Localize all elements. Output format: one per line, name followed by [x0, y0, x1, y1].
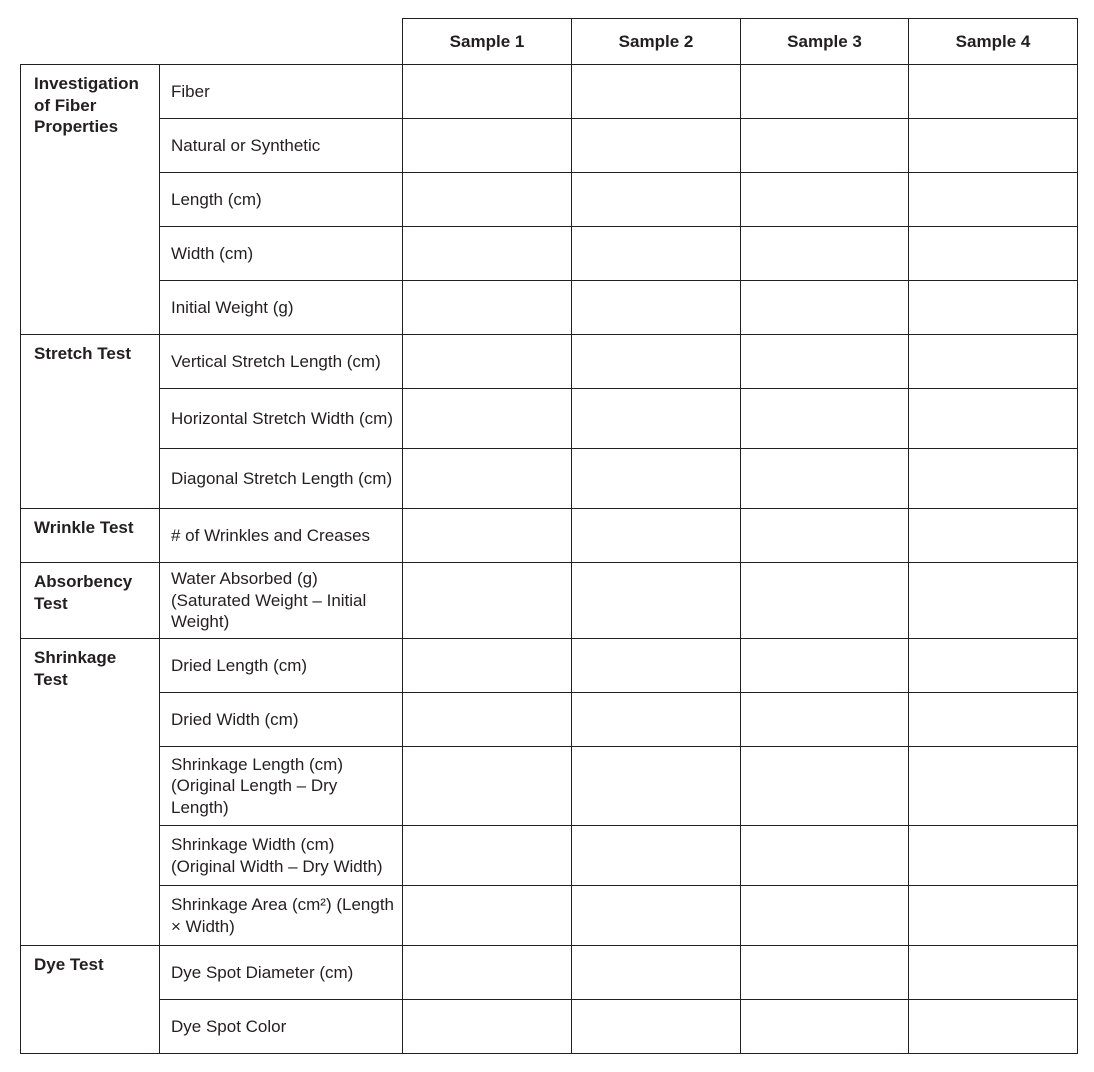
data-cell[interactable] — [741, 389, 909, 449]
data-cell[interactable] — [741, 563, 909, 639]
table-row — [21, 747, 1078, 826]
data-cell[interactable] — [741, 227, 909, 281]
sample-1-header: Sample 1 — [403, 19, 572, 65]
data-cell[interactable] — [572, 335, 741, 389]
data-cell[interactable] — [403, 693, 572, 747]
data-cell[interactable] — [909, 639, 1078, 693]
row-label-natural-or-synthetic: Natural or Synthetic — [160, 119, 403, 173]
data-cell[interactable] — [741, 173, 909, 227]
data-cell[interactable] — [909, 389, 1078, 449]
row-label-fiber: Fiber — [160, 65, 403, 119]
row-label-dried-length: Dried Length (cm) — [160, 639, 403, 693]
row-label-dried-width: Dried Width (cm) — [160, 693, 403, 747]
sample-2-header: Sample 2 — [572, 19, 741, 65]
data-cell[interactable] — [403, 389, 572, 449]
data-cell[interactable] — [403, 65, 572, 119]
table-row — [21, 449, 1078, 509]
table-row — [21, 509, 1078, 563]
data-cell[interactable] — [741, 1000, 909, 1054]
row-label-diagonal-stretch: Diagonal Stretch Length (cm) — [160, 449, 403, 509]
data-cell[interactable] — [403, 281, 572, 335]
data-cell[interactable] — [909, 227, 1078, 281]
blank-corner — [21, 19, 403, 65]
data-cell[interactable] — [909, 693, 1078, 747]
row-label-vertical-stretch: Vertical Stretch Length (cm) — [160, 335, 403, 389]
fiber-test-data-table — [20, 18, 1078, 1054]
data-cell[interactable] — [403, 509, 572, 563]
row-label-shrinkage-width: Shrinkage Width (cm) (Original Width – Dry Width) — [160, 826, 403, 886]
data-cell[interactable] — [572, 563, 741, 639]
table-row — [21, 886, 1078, 946]
data-cell[interactable] — [572, 886, 741, 946]
data-cell[interactable] — [572, 826, 741, 886]
table-row — [21, 639, 1078, 693]
group-dye-test: Dye Test — [21, 946, 160, 1054]
data-cell[interactable] — [741, 335, 909, 389]
data-cell[interactable] — [741, 281, 909, 335]
data-cell[interactable] — [403, 747, 572, 826]
data-cell[interactable] — [572, 693, 741, 747]
data-cell[interactable] — [741, 946, 909, 1000]
table-row — [21, 65, 1078, 119]
data-cell[interactable] — [403, 119, 572, 173]
data-cell[interactable] — [572, 389, 741, 449]
data-cell[interactable] — [403, 826, 572, 886]
data-cell[interactable] — [403, 639, 572, 693]
data-cell[interactable] — [403, 563, 572, 639]
data-cell[interactable] — [403, 1000, 572, 1054]
data-cell[interactable] — [403, 449, 572, 509]
row-label-wrinkles: # of Wrinkles and Creases — [160, 509, 403, 563]
data-cell[interactable] — [403, 946, 572, 1000]
data-cell[interactable] — [572, 227, 741, 281]
row-label-water-absorbed: Water Absorbed (g) (Saturated Weight – Initial Weight) — [160, 563, 403, 639]
group-absorbency-test: Absorbency Test — [21, 563, 160, 639]
data-cell[interactable] — [909, 173, 1078, 227]
data-cell[interactable] — [909, 886, 1078, 946]
data-cell[interactable] — [403, 173, 572, 227]
data-cell[interactable] — [572, 747, 741, 826]
data-cell[interactable] — [572, 509, 741, 563]
data-cell[interactable] — [572, 173, 741, 227]
data-cell[interactable] — [909, 449, 1078, 509]
data-cell[interactable] — [909, 826, 1078, 886]
data-cell[interactable] — [572, 1000, 741, 1054]
row-label-dye-spot-color: Dye Spot Color — [160, 1000, 403, 1054]
sample-3-header: Sample 3 — [741, 19, 909, 65]
data-cell[interactable] — [572, 639, 741, 693]
table-row — [21, 1000, 1078, 1054]
group-wrinkle-test: Wrinkle Test — [21, 509, 160, 563]
data-cell[interactable] — [741, 119, 909, 173]
table-row — [21, 946, 1078, 1000]
data-cell[interactable] — [403, 886, 572, 946]
data-cell[interactable] — [741, 693, 909, 747]
data-cell[interactable] — [909, 747, 1078, 826]
group-shrinkage-test: Shrinkage Test — [21, 639, 160, 946]
table-row — [21, 227, 1078, 281]
row-label-initial-weight: Initial Weight (g) — [160, 281, 403, 335]
row-label-horizontal-stretch: Horizontal Stretch Width (cm) — [160, 389, 403, 449]
data-cell[interactable] — [909, 335, 1078, 389]
data-cell[interactable] — [909, 119, 1078, 173]
table-row — [21, 281, 1078, 335]
data-cell[interactable] — [572, 119, 741, 173]
table-row — [21, 826, 1078, 886]
data-cell[interactable] — [741, 509, 909, 563]
table-row — [21, 119, 1078, 173]
row-label-shrinkage-area: Shrinkage Area (cm²) (Length × Width) — [160, 886, 403, 946]
data-cell[interactable] — [403, 335, 572, 389]
data-cell[interactable] — [909, 563, 1078, 639]
table-row — [21, 563, 1078, 639]
data-cell[interactable] — [909, 946, 1078, 1000]
row-label-length: Length (cm) — [160, 173, 403, 227]
data-cell[interactable] — [741, 747, 909, 826]
group-fiber-properties: Investigation of Fiber Properties — [21, 65, 160, 335]
data-cell[interactable] — [909, 65, 1078, 119]
row-label-dye-spot-diameter: Dye Spot Diameter (cm) — [160, 946, 403, 1000]
data-cell[interactable] — [741, 826, 909, 886]
sample-4-header: Sample 4 — [909, 19, 1078, 65]
table-row — [21, 389, 1078, 449]
data-cell[interactable] — [572, 946, 741, 1000]
data-cell[interactable] — [572, 65, 741, 119]
table-row — [21, 335, 1078, 389]
data-cell[interactable] — [909, 1000, 1078, 1054]
table-row — [21, 173, 1078, 227]
table-row — [21, 693, 1078, 747]
data-cell[interactable] — [741, 639, 909, 693]
data-cell[interactable] — [572, 281, 741, 335]
data-cell[interactable] — [909, 281, 1078, 335]
data-cell[interactable] — [572, 449, 741, 509]
data-cell[interactable] — [741, 65, 909, 119]
data-cell[interactable] — [741, 886, 909, 946]
data-cell[interactable] — [403, 227, 572, 281]
row-label-shrinkage-length: Shrinkage Length (cm) (Original Length – Dry Length) — [160, 747, 403, 826]
group-stretch-test: Stretch Test — [21, 335, 160, 509]
row-label-width: Width (cm) — [160, 227, 403, 281]
data-cell[interactable] — [741, 449, 909, 509]
header-row — [21, 19, 1078, 65]
data-cell[interactable] — [909, 509, 1078, 563]
